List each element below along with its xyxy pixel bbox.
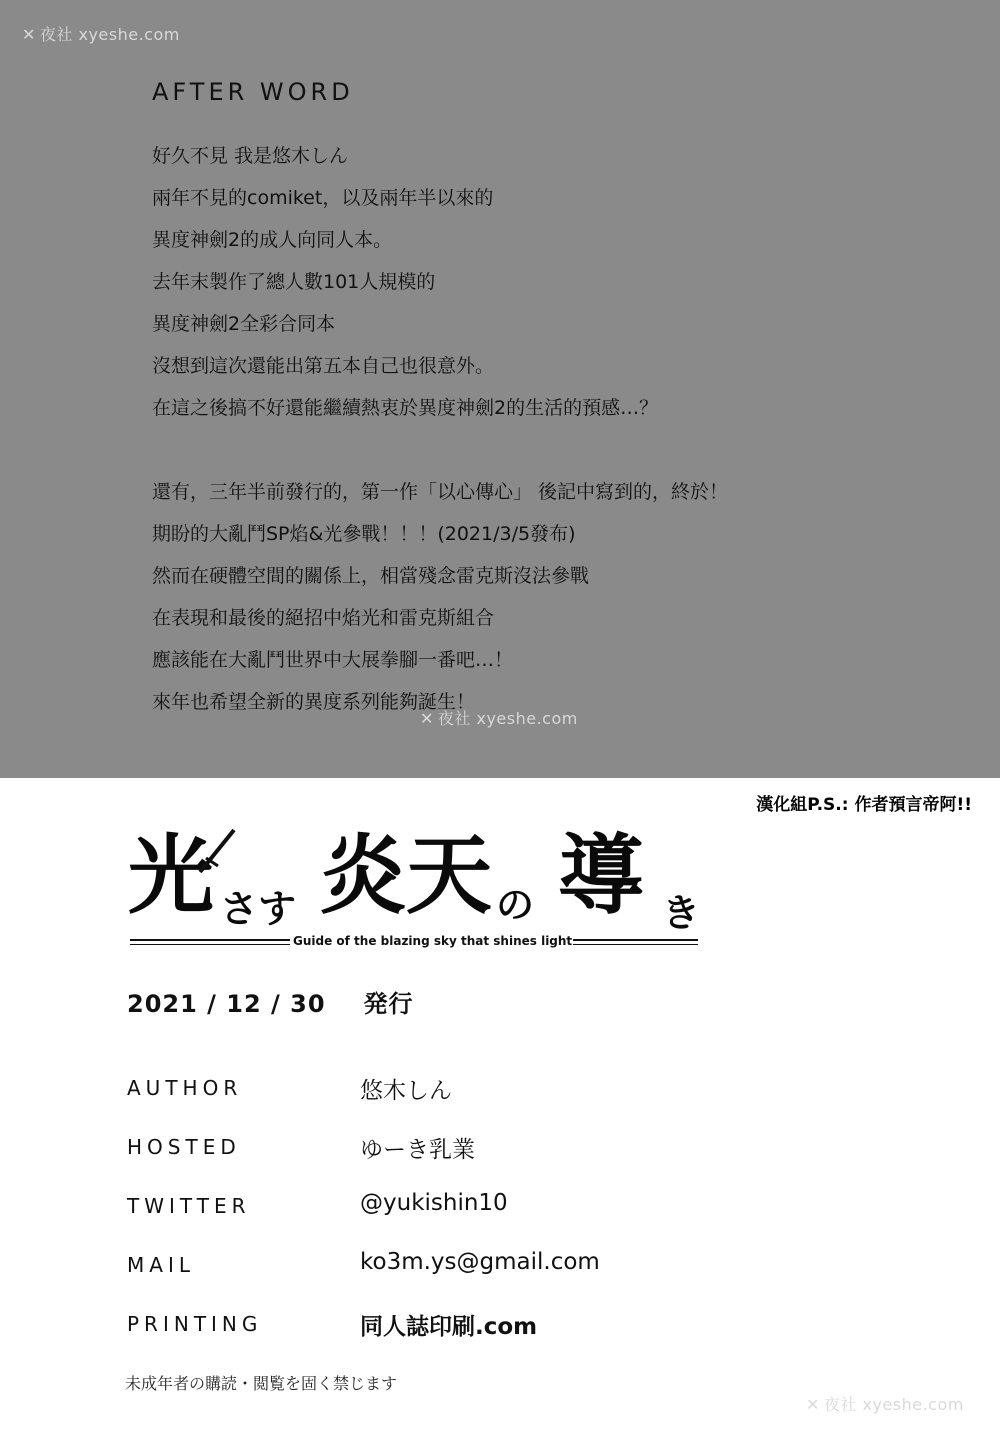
logo-rule: [573, 939, 698, 941]
info-label: AUTHOR: [127, 1076, 243, 1100]
afterword-line: 兩年不見的comiket，以及兩年半以來的: [152, 187, 494, 209]
afterword-line: 異度神劍2全彩合同本: [152, 313, 336, 335]
publish-label: 発行: [363, 990, 414, 1018]
afterword-line: 期盼的大亂鬥SP焰&光參戰！！！(2021/3/5發布): [152, 523, 576, 545]
afterword-body: [152, 140, 972, 728]
watermark-text: 夜社 xyeshe.com: [39, 25, 180, 44]
watermark-middle: [420, 706, 578, 729]
logo-char: 光: [128, 825, 214, 926]
afterword-line: 然而在硬體空間的關係上，相當殘念雷克斯沒法參戰: [152, 565, 590, 587]
publish-date: [127, 984, 414, 1019]
logo-kana: の: [496, 882, 535, 927]
info-label: PRINTING: [127, 1312, 263, 1336]
info-value: 悠木しん: [360, 1078, 452, 1104]
afterword-line: 去年末製作了總人數101人規模的: [152, 271, 436, 293]
info-label: TWITTER: [127, 1194, 251, 1218]
x-logo-icon: ✕: [22, 25, 36, 44]
translator-note: 漢化組P.S.: 作者預言帝阿!!: [756, 795, 972, 815]
info-value: @yukishin10: [360, 1190, 508, 1216]
x-logo-icon: ✕: [420, 709, 434, 728]
afterword-title: AFTER WORD: [152, 78, 354, 106]
info-label: MAIL: [127, 1253, 195, 1277]
afterword-line: 好久不見 我是悠木しん: [152, 145, 349, 167]
logo-sword-icon: [198, 828, 238, 874]
watermark-top: [22, 22, 180, 45]
title-logo: [128, 826, 708, 956]
afterword-line: 在表現和最後的絕招中焰光和雷克斯組合: [152, 607, 495, 629]
paragraph-gap: [152, 434, 972, 476]
afterword-line: 沒想到這次還能出第五本自己也很意外。: [152, 355, 495, 377]
logo-subtitle: Guide of the blazing sky that shines light: [293, 934, 573, 948]
afterword-line: 異度神劍2的成人向同人本。: [152, 229, 393, 251]
logo-rule: [130, 944, 290, 945]
logo-kana: き: [662, 890, 701, 935]
info-value: ko3m.ys@gmail.com: [360, 1249, 600, 1275]
afterword-line: 還有，三年半前發行的，第一作「以心傳心」 後記中寫到的，終於！: [152, 481, 729, 503]
logo-char: 炎天: [320, 825, 492, 926]
afterword-line: 應該能在大亂鬥世界中大展拳腳一番吧…！: [152, 649, 514, 671]
watermark-text: 夜社 xyeshe.com: [823, 1395, 964, 1414]
date-value: 2021 / 12 / 30: [127, 990, 326, 1018]
logo-kana: さす: [220, 886, 297, 931]
info-value: ゆーき乳業: [360, 1137, 475, 1163]
logo-char: 導: [558, 825, 644, 926]
logo-rule: [573, 944, 698, 945]
watermark-text: 夜社 xyeshe.com: [437, 709, 578, 728]
logo-rule: [130, 939, 290, 941]
info-value: 同人誌印刷.com: [360, 1314, 538, 1340]
info-label: HOSTED: [127, 1135, 241, 1159]
age-restriction-note: 未成年者の購読・閲覧を固く禁じます: [125, 1374, 398, 1393]
afterword-line: 來年也希望全新的異度系列能夠誕生！: [152, 691, 476, 713]
x-logo-icon: ✕: [806, 1395, 820, 1414]
afterword-line: 在這之後搞不好還能繼續熱衷於異度神劍2的生活的預感…？: [152, 397, 659, 419]
watermark-bottom: [806, 1392, 964, 1415]
